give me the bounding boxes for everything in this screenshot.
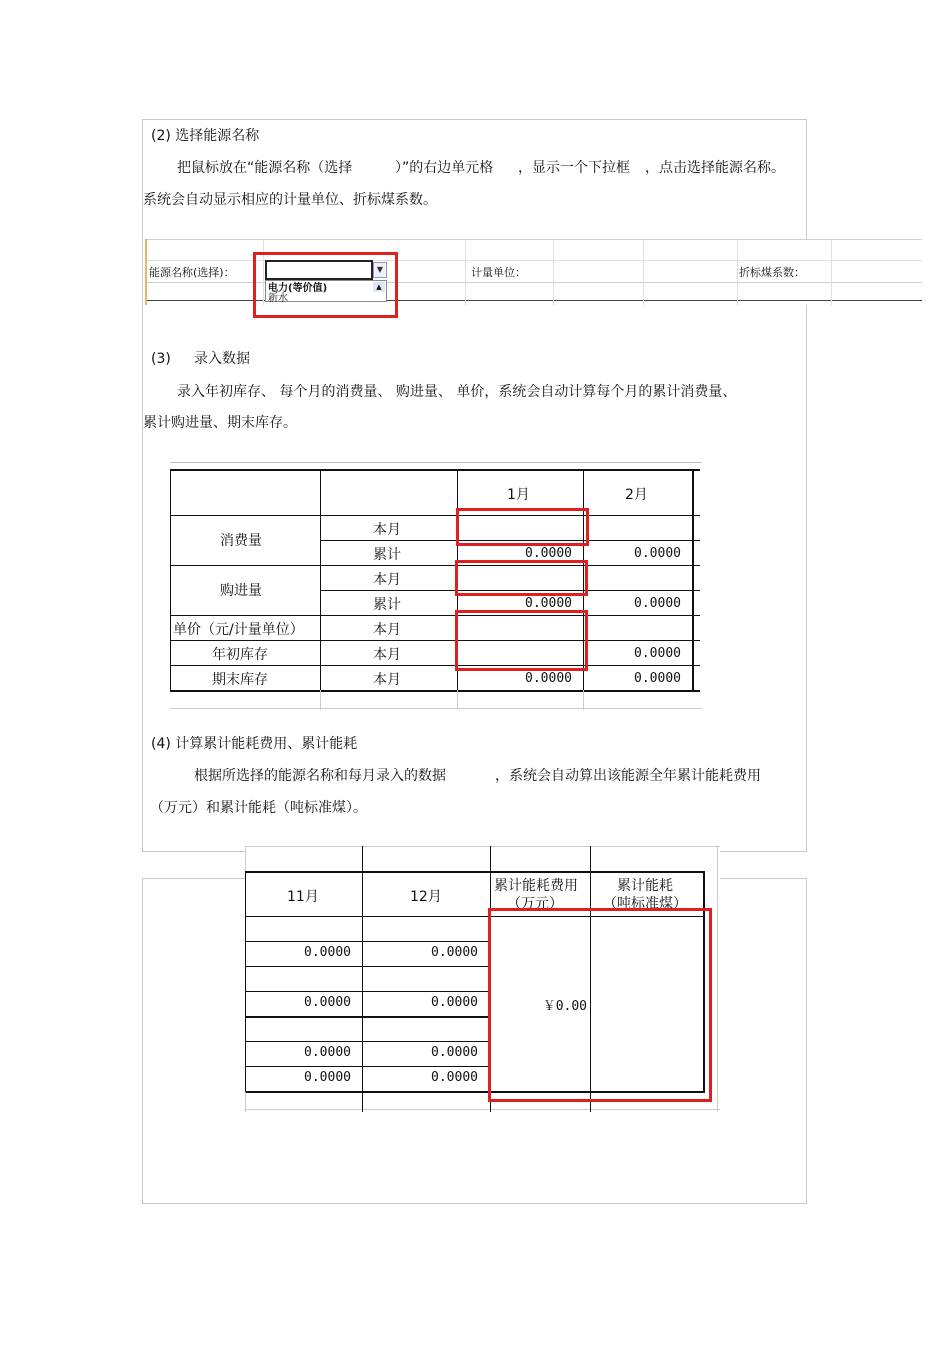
section4-line1b: ，系统会自动算出该能源全年累计能耗费用 xyxy=(495,768,761,784)
dropdown-option[interactable]: 新水 xyxy=(268,293,288,304)
section2-heading: (2) 选择能源名称 xyxy=(151,128,260,144)
row6-col11: 0.0000 xyxy=(304,1070,351,1085)
energy-header: 累计能耗 xyxy=(617,878,673,894)
row3-col11: 0.0000 xyxy=(304,995,351,1010)
row5-col11: 0.0000 xyxy=(304,1045,351,1060)
section3-heading-text: 录入数据 xyxy=(194,351,250,367)
row-label-purchase: 购进量 xyxy=(220,583,262,599)
row-label-closing: 期末库存 xyxy=(212,672,268,688)
cost-header: 累计能耗费用 xyxy=(494,878,578,894)
month-header-1: 1月 xyxy=(507,487,530,503)
dropdown-option[interactable]: 电力(等价值) xyxy=(268,283,328,294)
scroll-up-icon[interactable]: ▲ xyxy=(373,282,385,292)
highlight-consumption-input xyxy=(456,508,589,546)
section2-line2: 系统会自动显示相应的计量单位、折标煤系数。 xyxy=(143,192,437,208)
cons-cum-2: 0.0000 xyxy=(634,546,681,561)
section2-line1b: ）”的右边单元格 xyxy=(395,160,494,176)
section4-line2: （万元）和累计能耗（吨标准煤）。 xyxy=(150,800,367,816)
highlight-price-opening-input xyxy=(455,610,588,671)
sub-current: 本月 xyxy=(373,572,401,588)
energy-name-label: 能源名称(选择)： xyxy=(149,266,235,279)
cost-header-unit: （万元） xyxy=(507,896,563,912)
open-2: 0.0000 xyxy=(634,646,681,661)
month-header-11: 11月 xyxy=(287,889,319,905)
section4-line1a: 根据所选择的能源名称和每月录入的数据 xyxy=(194,768,446,784)
row3-col12: 0.0000 xyxy=(431,995,478,1010)
section2-line1d: ，点击选择能源名称。 xyxy=(645,160,785,176)
close-2: 0.0000 xyxy=(634,671,681,686)
section2-line1c: ，显示一个下拉框 xyxy=(518,160,630,176)
sub-current: 本月 xyxy=(373,647,401,663)
highlight-cumulative-results xyxy=(488,908,712,1102)
row-label-consumption: 消费量 xyxy=(220,533,262,549)
row-label-opening: 年初库存 xyxy=(212,647,268,663)
sub-cumulative: 累计 xyxy=(373,597,401,613)
row5-col12: 0.0000 xyxy=(431,1045,478,1060)
sub-current: 本月 xyxy=(373,622,401,638)
coef-label: 折标煤系数： xyxy=(739,266,805,279)
energy-header-unit: （吨标准煤） xyxy=(603,896,687,912)
cumulative-cost-value: ￥0.00 xyxy=(542,999,587,1014)
row-label-price: 单价（元/计量单位） xyxy=(173,622,304,638)
sub-current: 本月 xyxy=(373,522,401,538)
cons-cum-1: 0.0000 xyxy=(525,546,572,561)
pur-cum-1: 0.0000 xyxy=(525,596,572,611)
sub-current: 本月 xyxy=(373,672,401,688)
row1-col12: 0.0000 xyxy=(431,945,478,960)
highlight-dropdown xyxy=(253,252,398,318)
chevron-down-icon[interactable]: ▼ xyxy=(373,262,387,278)
section2-line1a: 把鼠标放在“能源名称（选择 xyxy=(177,160,353,176)
section3-line1: 录入年初库存、 每个月的消费量、 购进量、 单价，系统会自动计算每个月的累计消费量、 xyxy=(177,384,737,400)
close-1: 0.0000 xyxy=(525,671,572,686)
section4-heading: (4) 计算累计能耗费用、累计能耗 xyxy=(151,736,358,752)
unit-label: 计量单位： xyxy=(471,266,526,279)
data-entry-table xyxy=(170,462,702,710)
month-header-12: 12月 xyxy=(410,889,442,905)
month-header-2: 2月 xyxy=(625,487,648,503)
row1-col11: 0.0000 xyxy=(304,945,351,960)
row6-col12: 0.0000 xyxy=(431,1070,478,1085)
highlight-purchase-input xyxy=(455,560,588,596)
pur-cum-2: 0.0000 xyxy=(634,596,681,611)
section3-heading: (3) xyxy=(151,351,171,367)
section3-line2: 累计购进量、期末库存。 xyxy=(143,415,297,431)
sub-cumulative: 累计 xyxy=(373,547,401,563)
